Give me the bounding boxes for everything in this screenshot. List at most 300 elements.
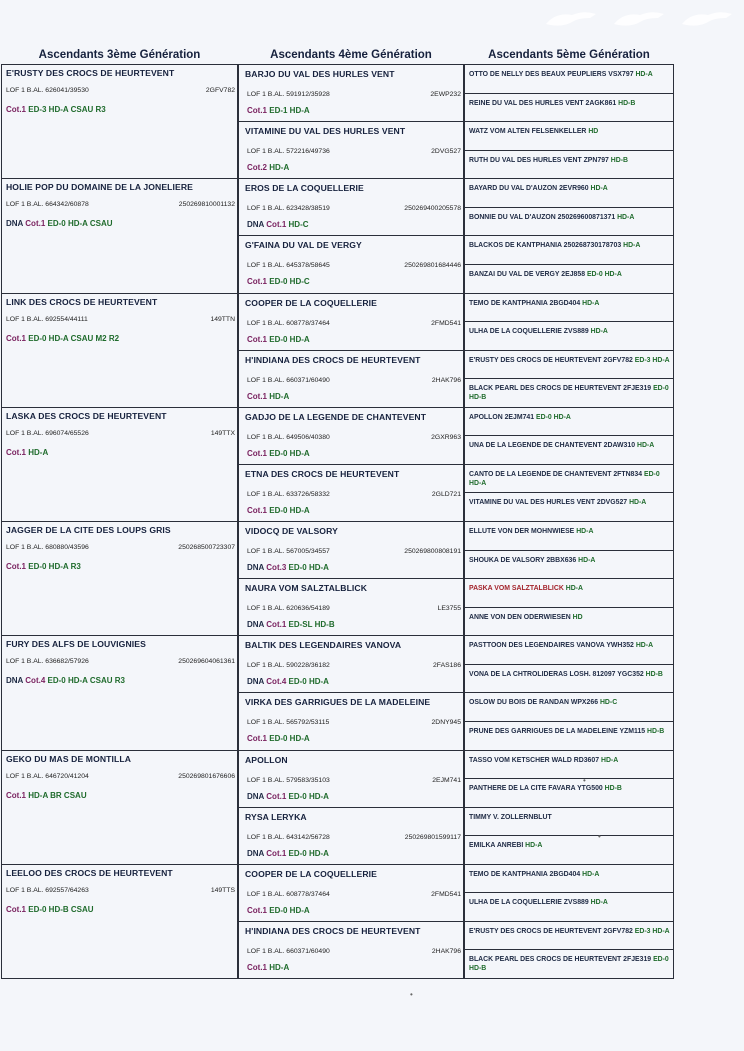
ancestor-health: HD-A: [600, 756, 619, 764]
health-results: [247, 220, 309, 229]
gen4-cell: [238, 407, 464, 465]
ancestor-name: TEMO DE KANTPHANIA 2BGD404: [469, 870, 581, 878]
gen5-cell: [464, 350, 674, 380]
dna-label: DNA: [247, 791, 265, 801]
health-results: [247, 963, 289, 972]
health-results: [247, 849, 329, 858]
cotation: Cot.1: [247, 905, 267, 915]
ancestor-health: ED-0 HD-B: [469, 385, 669, 402]
ancestor-entry: [469, 784, 671, 793]
ancestor-health: HD-A: [590, 185, 608, 193]
gen4-cell: [238, 750, 464, 808]
test-results: ED-0 HD-C: [269, 277, 310, 287]
ancestor-name: PANTHERE DE LA CITE FAVARA YTG500: [469, 785, 603, 793]
test-results: ED-0 HD-A: [269, 734, 310, 744]
gen5-cell: [464, 864, 674, 894]
gen5-cell: [464, 949, 674, 979]
test-results: ED-1 HD-A: [269, 106, 310, 115]
ancestor-health: ED-0 HD-A: [536, 413, 571, 421]
scan-mark: •: [598, 832, 601, 841]
ancestor-entry: [469, 727, 671, 736]
gen5-cell: [464, 521, 674, 551]
gen5-cell: [464, 550, 674, 580]
cotation: Cot.1: [247, 962, 267, 972]
ancestor-name: EMILKA ANREBI: [469, 842, 524, 850]
gen5-cell: [464, 407, 674, 437]
lof-number: LOF 1 B.AL. 608778/37464: [247, 890, 330, 898]
gen4-cell: [238, 807, 464, 865]
health-results: [247, 106, 310, 115]
dog-name: E'RUSTY DES CROCS DE HEURTEVENT: [6, 68, 175, 78]
gen5-cell: [464, 578, 674, 608]
dog-name: NAURA VOM SALZTALBLICK: [245, 583, 368, 594]
identification-number: 2FMD541: [431, 319, 461, 327]
ancestor-name: TASSO VOM KETSCHER WALD RD3607: [469, 756, 600, 764]
test-results: ED-0 HD-A CSAU M2 R2: [28, 333, 120, 343]
test-results: ED-0 HD-A: [269, 905, 310, 915]
gen3-cell: [1, 407, 238, 522]
ancestor-entry: [469, 756, 671, 765]
health-results: [247, 335, 310, 344]
cotation: Cot.1: [247, 734, 267, 744]
identification-number: 250269801676606: [178, 772, 235, 780]
gen5-cell: [464, 721, 674, 751]
ancestor-entry: [469, 327, 671, 336]
dog-name: VITAMINE DU VAL DES HURLES VENT: [245, 126, 406, 137]
ancestor-name: E'RUSTY DES CROCS DE HEURTEVENT 2GFV782: [469, 927, 633, 935]
gen4-cell: [238, 921, 464, 979]
ancestor-entry: [469, 99, 671, 108]
ancestor-health: HD: [588, 128, 599, 136]
health-results: [6, 448, 48, 457]
gen3-cell: [1, 521, 238, 636]
gen3-cell: [1, 635, 238, 750]
identification-number: 250269801684446: [404, 262, 461, 270]
ancestor-entry: [469, 527, 671, 536]
dog-name: LINK DES CROCS DE HEURTEVENT: [6, 296, 158, 307]
lof-number: LOF 1 B.AL. 660371/60490: [247, 947, 330, 955]
ancestor-entry: [469, 870, 671, 879]
ancestor-health: HD-A: [635, 642, 654, 650]
ancestor-health: HD-A: [629, 499, 647, 507]
wolf-watermark-icon: [542, 6, 600, 30]
cotation: Cot.4: [266, 677, 287, 687]
lof-number: LOF 1 B.AL. 567005/34557: [247, 548, 330, 555]
wolf-watermark-icon: [610, 6, 668, 30]
identification-number: 250269604061361: [178, 658, 235, 666]
gen4-cell: [238, 864, 464, 922]
test-results: ED-0 HD-A: [269, 448, 310, 458]
ancestor-name: PASTTOON DES LEGENDAIRES VANOVA YWH352: [469, 642, 634, 650]
test-results: ED-0 HD-A: [288, 563, 329, 572]
ancestor-entry: [469, 213, 671, 222]
dog-name: GADJO DE LA LEGENDE DE CHANTEVENT: [245, 411, 427, 422]
cotation: Cot.1: [6, 562, 26, 571]
lof-number: LOF 1 B.AL. 660371/60490: [247, 376, 330, 384]
ancestor-health: ED-0 HD-B: [469, 956, 669, 973]
test-results: ED-0 HD-A: [288, 791, 329, 801]
ancestor-name: APOLLON 2EJM741: [469, 413, 535, 421]
dna-label: DNA: [6, 219, 24, 229]
ancestor-health: HD-B: [618, 99, 636, 107]
gen3-cell: [1, 864, 238, 979]
ancestor-entry: [469, 841, 671, 850]
ancestor-entry: [469, 641, 671, 650]
ancestor-name: TIMMY V. ZOLLERNBLUT: [469, 813, 552, 821]
dog-name: H'INDIANA DES CROCS DE HEURTEVENT: [245, 354, 421, 365]
ancestor-entry: [469, 470, 671, 488]
gen5-cell: [464, 235, 674, 265]
scan-mark: •: [410, 990, 413, 999]
ancestor-entry: [469, 813, 671, 822]
identification-number: 2GXR963: [431, 433, 461, 441]
gen5-cell: [464, 293, 674, 323]
gen5-cell: [464, 321, 674, 351]
cotation: Cot.1: [6, 105, 26, 114]
ancestor-name: BONNIE DU VAL D'AUZON 250269600871371: [469, 213, 616, 221]
gen4-cell: [238, 635, 464, 693]
ancestor-health: HD-A: [617, 213, 635, 221]
gen5-cell: [464, 464, 674, 494]
health-results: [6, 334, 119, 343]
test-results: ED-0 HD-A CSAU: [47, 219, 113, 229]
dog-name: JAGGER DE LA CITE DES LOUPS GRIS: [6, 525, 171, 535]
test-results: HD-A: [269, 962, 290, 972]
identification-number: 2HAK796: [431, 376, 461, 384]
test-results: ED-0 HD-A: [288, 677, 329, 687]
lof-number: LOF 1 B.AL. 579583/35103: [247, 776, 330, 784]
wolf-watermark-icon: [678, 6, 736, 30]
gen5-cell: [464, 778, 674, 808]
cotation: Cot.2: [247, 163, 267, 173]
ancestor-entry: [469, 156, 671, 165]
identification-number: 2HAK796: [431, 947, 461, 955]
ancestor-name: E'RUSTY DES CROCS DE HEURTEVENT 2GFV782: [469, 356, 633, 364]
identification-number: 149TTX: [210, 429, 235, 437]
cotation: Cot.1: [6, 447, 26, 457]
cotation: Cot.1: [247, 391, 267, 401]
cotation: Cot.4: [25, 676, 46, 686]
lof-number: LOF 1 B.AL. 636682/57926: [6, 658, 89, 666]
identification-number: 149TTS: [210, 886, 235, 894]
lof-number: LOF 1 B.AL. 645378/58645: [247, 262, 330, 270]
dog-name: GEKO DU MAS DE MONTILLA: [6, 753, 131, 764]
gen5-cell: [464, 492, 674, 522]
ancestor-entry: [469, 270, 671, 279]
identification-number: LE3755: [437, 605, 461, 613]
identification-number: 2DNY945: [431, 719, 461, 727]
gen4-cell: [238, 64, 464, 122]
dog-name: H'INDIANA DES CROCS DE HEURTEVENT: [245, 925, 421, 936]
identification-number: 149TTN: [210, 315, 235, 323]
ancestor-entry: [469, 556, 671, 565]
gen5-cell: [464, 664, 674, 694]
gen4-cell: [238, 692, 464, 750]
gen5-cell: [464, 635, 674, 665]
dna-label: DNA: [247, 220, 265, 230]
ancestor-name: BLACKOS DE KANTPHANIA 250268730178703: [469, 242, 622, 250]
ancestor-entry: [469, 498, 671, 507]
dna-label: DNA: [247, 677, 265, 687]
gen4-cell: [238, 121, 464, 179]
cotation: Cot.1: [247, 106, 267, 115]
gen5-cell: [464, 807, 674, 837]
test-results: HD-C: [288, 220, 309, 230]
ancestor-health: HD-A: [582, 870, 600, 878]
ancestor-entry: [469, 127, 671, 136]
dna-label: DNA: [247, 563, 265, 572]
dog-name: ETNA DES CROCS DE HEURTEVENT: [245, 468, 400, 479]
cotation: Cot.1: [6, 904, 26, 914]
cotation: Cot.1: [247, 277, 267, 287]
identification-number: 2FAS186: [433, 662, 461, 670]
test-results: ED-SL HD-B: [288, 620, 335, 630]
health-results: [247, 506, 310, 515]
lof-number: LOF 1 B.AL. 692557/64263: [6, 886, 89, 894]
dog-name: COOPER DE LA COQUELLERIE: [245, 297, 377, 308]
cotation: Cot.3: [266, 563, 287, 572]
gen5-cell: [464, 121, 674, 151]
ancestor-health: HD-A: [578, 556, 596, 564]
ancestor-name: PASKA VOM SALZTALBLICK: [469, 585, 564, 593]
identification-number: 250269801599117: [404, 833, 461, 841]
identification-number: 250269810001132: [178, 201, 235, 209]
gen5-cell: [464, 607, 674, 637]
ancestor-health: HD-A: [623, 242, 641, 250]
header-gen4: Ascendants 4ème Génération: [270, 49, 432, 61]
test-results: ED-0 HD-A CSAU R3: [47, 676, 126, 686]
gen4-cell: [238, 464, 464, 522]
ancestor-entry: [469, 670, 671, 679]
test-results: ED-3 HD-A CSAU R3: [28, 105, 106, 114]
lof-number: LOF 1 B.AL. 692554/44111: [6, 315, 88, 323]
dog-name: LEELOO DES CROCS DE HEURTEVENT: [6, 867, 173, 878]
cotation: Cot.1: [247, 505, 267, 515]
ancestor-health: HD-B: [647, 727, 665, 735]
gen3-cell: [1, 64, 238, 179]
dog-name: COOPER DE LA COQUELLERIE: [245, 868, 377, 879]
ancestor-name: TEMO DE KANTPHANIA 2BGD404: [469, 299, 581, 307]
ancestor-name: VITAMINE DU VAL DES HURLES VENT 2DVG527: [469, 499, 628, 507]
ancestor-entry: [469, 70, 671, 79]
health-results: [247, 277, 310, 286]
identification-number: 2DVG527: [431, 148, 461, 156]
dna-label: DNA: [247, 620, 265, 630]
gen4-cell: [238, 178, 464, 236]
dog-name: G'FAINA DU VAL DE VERGY: [245, 240, 362, 251]
gen5-cell: [464, 921, 674, 951]
gen5-cell: [464, 378, 674, 408]
ancestor-name: CANTO DE LA LEGENDE DE CHANTEVENT 2FTN834: [469, 470, 643, 478]
gen5-cell: [464, 750, 674, 780]
lof-number: LOF 1 B.AL. 626041/39530: [6, 87, 89, 94]
gen4-cell: [238, 521, 464, 579]
ancestor-health: ED-0 HD-A: [469, 470, 660, 487]
header-gen3: Ascendants 3ème Génération: [38, 49, 201, 61]
ancestor-entry: [469, 613, 671, 622]
lof-number: LOF 1 B.AL. 591912/35928: [247, 91, 330, 98]
ancestor-name: PRUNE DES GARRIGUES DE LA MADELEINE YZM115: [469, 727, 646, 735]
pedigree-grid: [0, 64, 672, 978]
cotation: Cot.1: [6, 790, 26, 800]
dog-name: VIDOCQ DE VALSORY: [245, 526, 338, 536]
ancestor-name: WATZ VOM ALTEN FELSENKELLER: [469, 128, 587, 136]
ancestor-health: HD: [572, 613, 583, 621]
ancestor-name: UNA DE LA LEGENDE DE CHANTEVENT 2DAW310: [469, 442, 636, 450]
dog-name: HOLIE POP DU DOMAINE DE LA JONELIERE: [6, 182, 193, 193]
gen4-cell: [238, 235, 464, 293]
ancestor-health: HD-A: [565, 585, 583, 593]
identification-number: 250269400205578: [404, 205, 461, 213]
ancestor-health: ED-3 HD-A: [634, 356, 670, 364]
cotation: Cot.1: [266, 620, 287, 630]
ancestor-health: HD-A: [525, 842, 543, 850]
lof-number: LOF 1 B.AL. 590228/36182: [247, 662, 330, 670]
dog-name: FURY DES ALFS DE LOUVIGNIES: [6, 639, 146, 650]
lof-number: LOF 1 B.AL. 633726/58332: [247, 490, 330, 498]
watermark: [542, 6, 736, 30]
dog-name: BARJO DU VAL DES HURLES VENT: [245, 69, 395, 79]
ancestor-name: BANZAI DU VAL DE VERGY 2EJ858: [469, 270, 586, 278]
ancestor-entry: [469, 927, 671, 936]
lof-number: LOF 1 B.AL. 643142/56728: [247, 833, 330, 841]
cotation: Cot.1: [266, 848, 287, 858]
gen4-cell: [238, 350, 464, 408]
ancestor-entry: [469, 384, 671, 402]
test-results: ED-0 HD-A R3: [28, 562, 81, 571]
lof-number: LOF 1 B.AL. 696074/65526: [6, 429, 89, 437]
health-results: [6, 105, 106, 114]
ancestor-entry: [469, 584, 671, 593]
ancestor-health: HD-A: [590, 328, 608, 336]
cotation: Cot.1: [247, 334, 267, 344]
identification-number: 2EJM741: [432, 776, 461, 784]
ancestor-entry: [469, 898, 671, 907]
health-results: [247, 906, 310, 915]
test-results: ED-0 HD-A: [288, 848, 329, 858]
gen5-cell: [464, 93, 674, 123]
dog-name: RYSA LERYKA: [245, 811, 307, 822]
gen5-cell: [464, 207, 674, 237]
health-results: [6, 219, 113, 228]
identification-number: 2GLD721: [431, 490, 461, 498]
health-results: [6, 791, 87, 800]
identification-number: 250268500723307: [178, 544, 235, 551]
ancestor-health: HD-A: [582, 299, 600, 307]
health-results: [247, 163, 289, 172]
gen3-cell: [1, 750, 238, 865]
gen4-cell: [238, 293, 464, 351]
ancestor-name: SHOUKA DE VALSORY 2BBX636: [469, 556, 577, 564]
ancestor-name: BAYARD DU VAL D'AUZON 2EVR960: [469, 185, 589, 193]
gen4-cell: [238, 578, 464, 636]
dog-name: BALTIK DES LEGENDAIRES VANOVA: [245, 640, 402, 651]
ancestor-name: ANNE VON DEN ODERWIESEN: [469, 613, 571, 621]
health-results: [247, 563, 329, 572]
identification-number: 2GFV782: [205, 87, 235, 94]
ancestor-name: BLACK PEARL DES CROCS DE HEURTEVENT 2FJE319: [469, 385, 652, 393]
ancestor-entry: [469, 698, 671, 707]
scan-mark: •: [583, 776, 586, 785]
cotation: Cot.1: [247, 448, 267, 458]
ancestor-health: HD-B: [604, 785, 622, 793]
cotation: Cot.1: [25, 219, 46, 229]
ancestor-entry: [469, 299, 671, 308]
dna-label: DNA: [247, 848, 265, 858]
ancestor-health: HD-B: [610, 156, 629, 164]
ancestor-name: OTTO DE NELLY DES BEAUX PEUPLIERS VSX797: [469, 71, 634, 78]
health-results: [247, 734, 310, 743]
dog-name: EROS DE LA COQUELLERIE: [245, 183, 364, 194]
identification-number: 2EWP232: [430, 91, 461, 98]
header-gen5: Ascendants 5ème Génération: [488, 49, 650, 61]
test-results: HD-A: [28, 447, 49, 457]
gen5-cell: [464, 264, 674, 294]
ancestor-entry: [469, 241, 671, 250]
health-results: [6, 562, 81, 571]
ancestor-entry: [469, 413, 671, 422]
ancestor-name: BLACK PEARL DES CROCS DE HEURTEVENT 2FJE319: [469, 956, 652, 964]
ancestor-entry: [469, 184, 671, 193]
ancestor-health: HD-B: [645, 670, 663, 678]
dna-label: DNA: [6, 676, 24, 686]
health-results: [247, 392, 289, 401]
identification-number: 2FMD541: [431, 890, 461, 898]
health-results: [247, 677, 329, 686]
gen5-cell: [464, 435, 674, 465]
gen3-cell: [1, 293, 238, 408]
lof-number: LOF 1 B.AL. 680880/43596: [6, 544, 89, 551]
gen5-cell: [464, 692, 674, 722]
ancestor-name: ULHA DE LA COQUELLERIE ZVS889: [469, 899, 589, 907]
health-results: [6, 905, 94, 914]
test-results: ED-0 HD-A: [269, 334, 310, 344]
ancestor-health: ED-0 HD-A: [586, 270, 622, 278]
health-results: [247, 449, 310, 458]
ancestor-name: REINE DU VAL DES HURLES VENT 2AGK861: [469, 99, 617, 107]
ancestor-health: HD-A: [590, 899, 608, 907]
ancestor-health: HD-A: [636, 442, 655, 450]
ancestor-name: ELLUTE VON DER MOHNWIESE: [469, 528, 575, 535]
ancestor-name: RUTH DU VAL DES HURLES VENT ZPN797: [469, 156, 609, 164]
lof-number: LOF 1 B.AL. 649506/40380: [247, 433, 330, 441]
cotation: Cot.1: [266, 220, 287, 230]
gen5-cell: [464, 64, 674, 94]
test-results: HD-A BR CSAU: [28, 790, 87, 800]
lof-number: LOF 1 B.AL. 565792/53115: [247, 719, 330, 727]
test-results: ED-0 HD-A: [269, 505, 310, 515]
gen3-cell: [1, 178, 238, 293]
health-results: [247, 620, 335, 629]
lof-number: LOF 1 B.AL. 664342/60878: [6, 201, 89, 209]
cotation: Cot.1: [6, 333, 26, 343]
ancestor-health: HD-C: [599, 699, 618, 707]
test-results: HD-A: [269, 391, 290, 401]
lof-number: LOF 1 B.AL. 623428/38519: [247, 205, 330, 213]
gen5-cell: [464, 892, 674, 922]
dog-name: APOLLON: [245, 754, 288, 765]
ancestor-entry: [469, 441, 671, 450]
health-results: [247, 792, 329, 801]
ancestor-entry: [469, 955, 671, 973]
ancestor-health: ED-3 HD-A: [634, 927, 670, 935]
test-results: HD-A: [269, 163, 290, 173]
ancestor-health: HD-A: [635, 71, 653, 78]
gen5-cell: [464, 178, 674, 208]
ancestor-health: HD-A: [576, 528, 594, 535]
ancestor-name: ULHA DE LA COQUELLERIE ZVS889: [469, 328, 589, 336]
ancestor-name: OSLOW DU BOIS DE RANDAN WPX266: [469, 699, 599, 707]
